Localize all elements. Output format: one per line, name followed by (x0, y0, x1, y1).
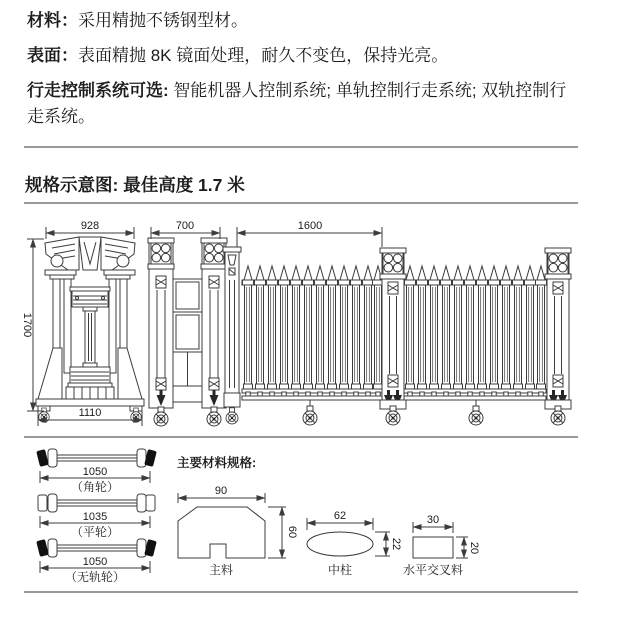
label-main-profile: 主料 (208, 563, 234, 577)
picket (489, 266, 500, 396)
dim-flat-wheel: 1035 (82, 511, 108, 523)
gate-head-front-view (36, 237, 144, 422)
dim-gate-height: 1700 (21, 312, 33, 338)
label-cross-bar: 水平交叉料 (402, 563, 464, 577)
tail-post (545, 248, 571, 425)
dim-main-profile-height: 60 (286, 525, 298, 539)
spec-value: 智能机器人控制系统; 单轨控制行走系统; 双轨控制行走系统。 (27, 81, 567, 126)
trolley-wheel (226, 408, 238, 424)
label-corner-wheel: （角轮） (70, 480, 120, 494)
picket (525, 266, 536, 396)
picket (465, 266, 476, 396)
wheel-assembly-corner (36, 449, 157, 494)
dim-main-profile-width: 90 (214, 485, 228, 497)
picket (339, 266, 350, 396)
side-view-post (201, 238, 227, 426)
picket (536, 266, 547, 396)
picket (429, 266, 440, 396)
dim-cross-bar-width: 30 (426, 514, 440, 526)
dim-corner-wheel: 1050 (82, 466, 108, 478)
trolley-wheel (303, 406, 317, 425)
middle-post (380, 248, 406, 425)
side-view-post (148, 238, 174, 426)
label-flat-wheel: （平轮） (70, 525, 120, 539)
label-trackless-wheel: （无轨轮） (64, 570, 126, 584)
connector-post (223, 247, 241, 424)
gate-head-side-view (148, 238, 227, 426)
wheel-assembly-trackless (36, 539, 157, 584)
picket (405, 266, 416, 396)
picket (267, 266, 278, 396)
picket (279, 266, 290, 396)
fence-section-2 (404, 266, 547, 425)
picket (513, 266, 524, 396)
spec-label: 材料： (27, 11, 78, 30)
wheel-assembly-flat (38, 494, 155, 539)
spec-label: 行走控制系统可选: (27, 81, 169, 100)
picket (255, 266, 266, 396)
picket (291, 266, 302, 396)
picket (363, 266, 374, 396)
materials-title: 主要材料规格: (177, 456, 257, 470)
mid-column-shape (307, 532, 373, 556)
dim-mid-column-height: 22 (390, 537, 402, 551)
dim-base-width: 1110 (78, 407, 102, 419)
cross-bar-shape (413, 537, 453, 558)
picket (417, 266, 428, 396)
material-profiles (177, 455, 480, 577)
fence-section-1 (242, 266, 384, 425)
picket (501, 266, 512, 396)
picket (327, 266, 338, 396)
picket (303, 266, 314, 396)
picket (453, 266, 464, 396)
dim-trackless-wheel: 1050 (82, 556, 108, 568)
dim-mid-column-width: 62 (333, 510, 347, 522)
dim-head-width: 928 (80, 220, 100, 232)
diagram-section-title: 规格示意图: 最佳高度 1.7 米 (25, 175, 245, 195)
picket (243, 266, 254, 396)
dim-side-width: 700 (175, 220, 195, 232)
dim-cross-bar-height: 20 (468, 541, 480, 555)
dim-section-length: 1600 (297, 220, 323, 232)
spec-value: 表面精抛 8K 镜面处理，耐久不变色，保持光亮。 (78, 46, 449, 65)
picket (351, 266, 362, 396)
picket (441, 266, 452, 396)
spec-value: 采用精抛不锈钢型材。 (78, 11, 248, 30)
main-profile-shape (178, 507, 265, 558)
trolley-wheel (469, 406, 483, 425)
label-mid-column: 中柱 (327, 563, 353, 577)
picket (477, 266, 488, 396)
spec-label: 表面： (27, 46, 78, 65)
picket (315, 266, 326, 396)
